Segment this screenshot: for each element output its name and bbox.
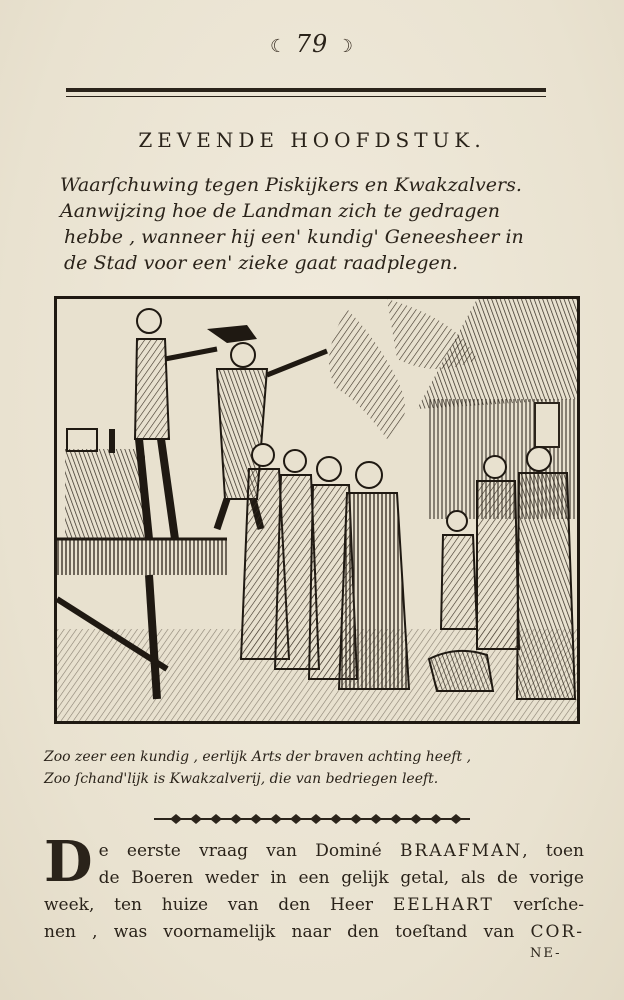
body-line — [44, 919, 584, 946]
page-number — [0, 30, 624, 58]
divider-pattern — [170, 814, 462, 824]
chapter-subtitle — [60, 172, 590, 276]
body-line — [44, 838, 584, 865]
caption-line: Zoo ſchand'lijk is Kwakzalverij, die van bedriegen leeft. — [44, 771, 439, 787]
header-rule-thin — [66, 96, 546, 97]
catchword: NE- — [530, 946, 562, 961]
illustration-caption — [44, 746, 604, 790]
body-text-segment: week, ten huize van den Heer — [44, 895, 393, 915]
person-name: EELHART — [392, 895, 494, 915]
body-text-segment: verſche- — [493, 895, 584, 915]
body-line — [44, 892, 584, 919]
subtitle-line: hebbe , wanneer hij een' kundig' Geneesheer in — [64, 226, 524, 248]
person-name: BRAAFMAN — [400, 841, 523, 861]
right-ornament-icon: ☽ — [336, 36, 355, 57]
body-paragraph — [44, 829, 585, 946]
chapter-heading: ZEVENDE HOOFDSTUK. — [138, 128, 486, 152]
left-ornament-icon: ☾ — [269, 36, 288, 57]
body-text-segment: , toen — [522, 841, 585, 861]
page-number-text: 79 — [295, 30, 329, 58]
body-text-segment: nen , was voornamelijk naar den toeſtand van — [44, 922, 531, 942]
drop-cap: D — [44, 829, 93, 895]
person-name: COR- — [530, 922, 584, 942]
body-text-segment: e eerste vraag van Dominé — [98, 841, 401, 861]
subtitle-line: Aanwijzing hoe de Landman zich te gedragen — [60, 200, 500, 222]
subtitle-line: de Stad voor een' zieke gaat raadplegen. — [64, 252, 459, 274]
woodcut-illustration — [54, 296, 580, 724]
woodcut-drawing — [57, 299, 577, 721]
body-line: de Boeren weder in een gelijk getal, als de vorige — [98, 868, 584, 888]
header-rule — [66, 88, 546, 92]
subtitle-line: Waarſchuwing tegen Piskijkers en Kwakzalvers. — [60, 174, 522, 196]
caption-line: Zoo zeer een kundig , eerlijk Arts der braven achting heeft , — [44, 749, 472, 765]
ornamental-divider — [150, 812, 474, 826]
